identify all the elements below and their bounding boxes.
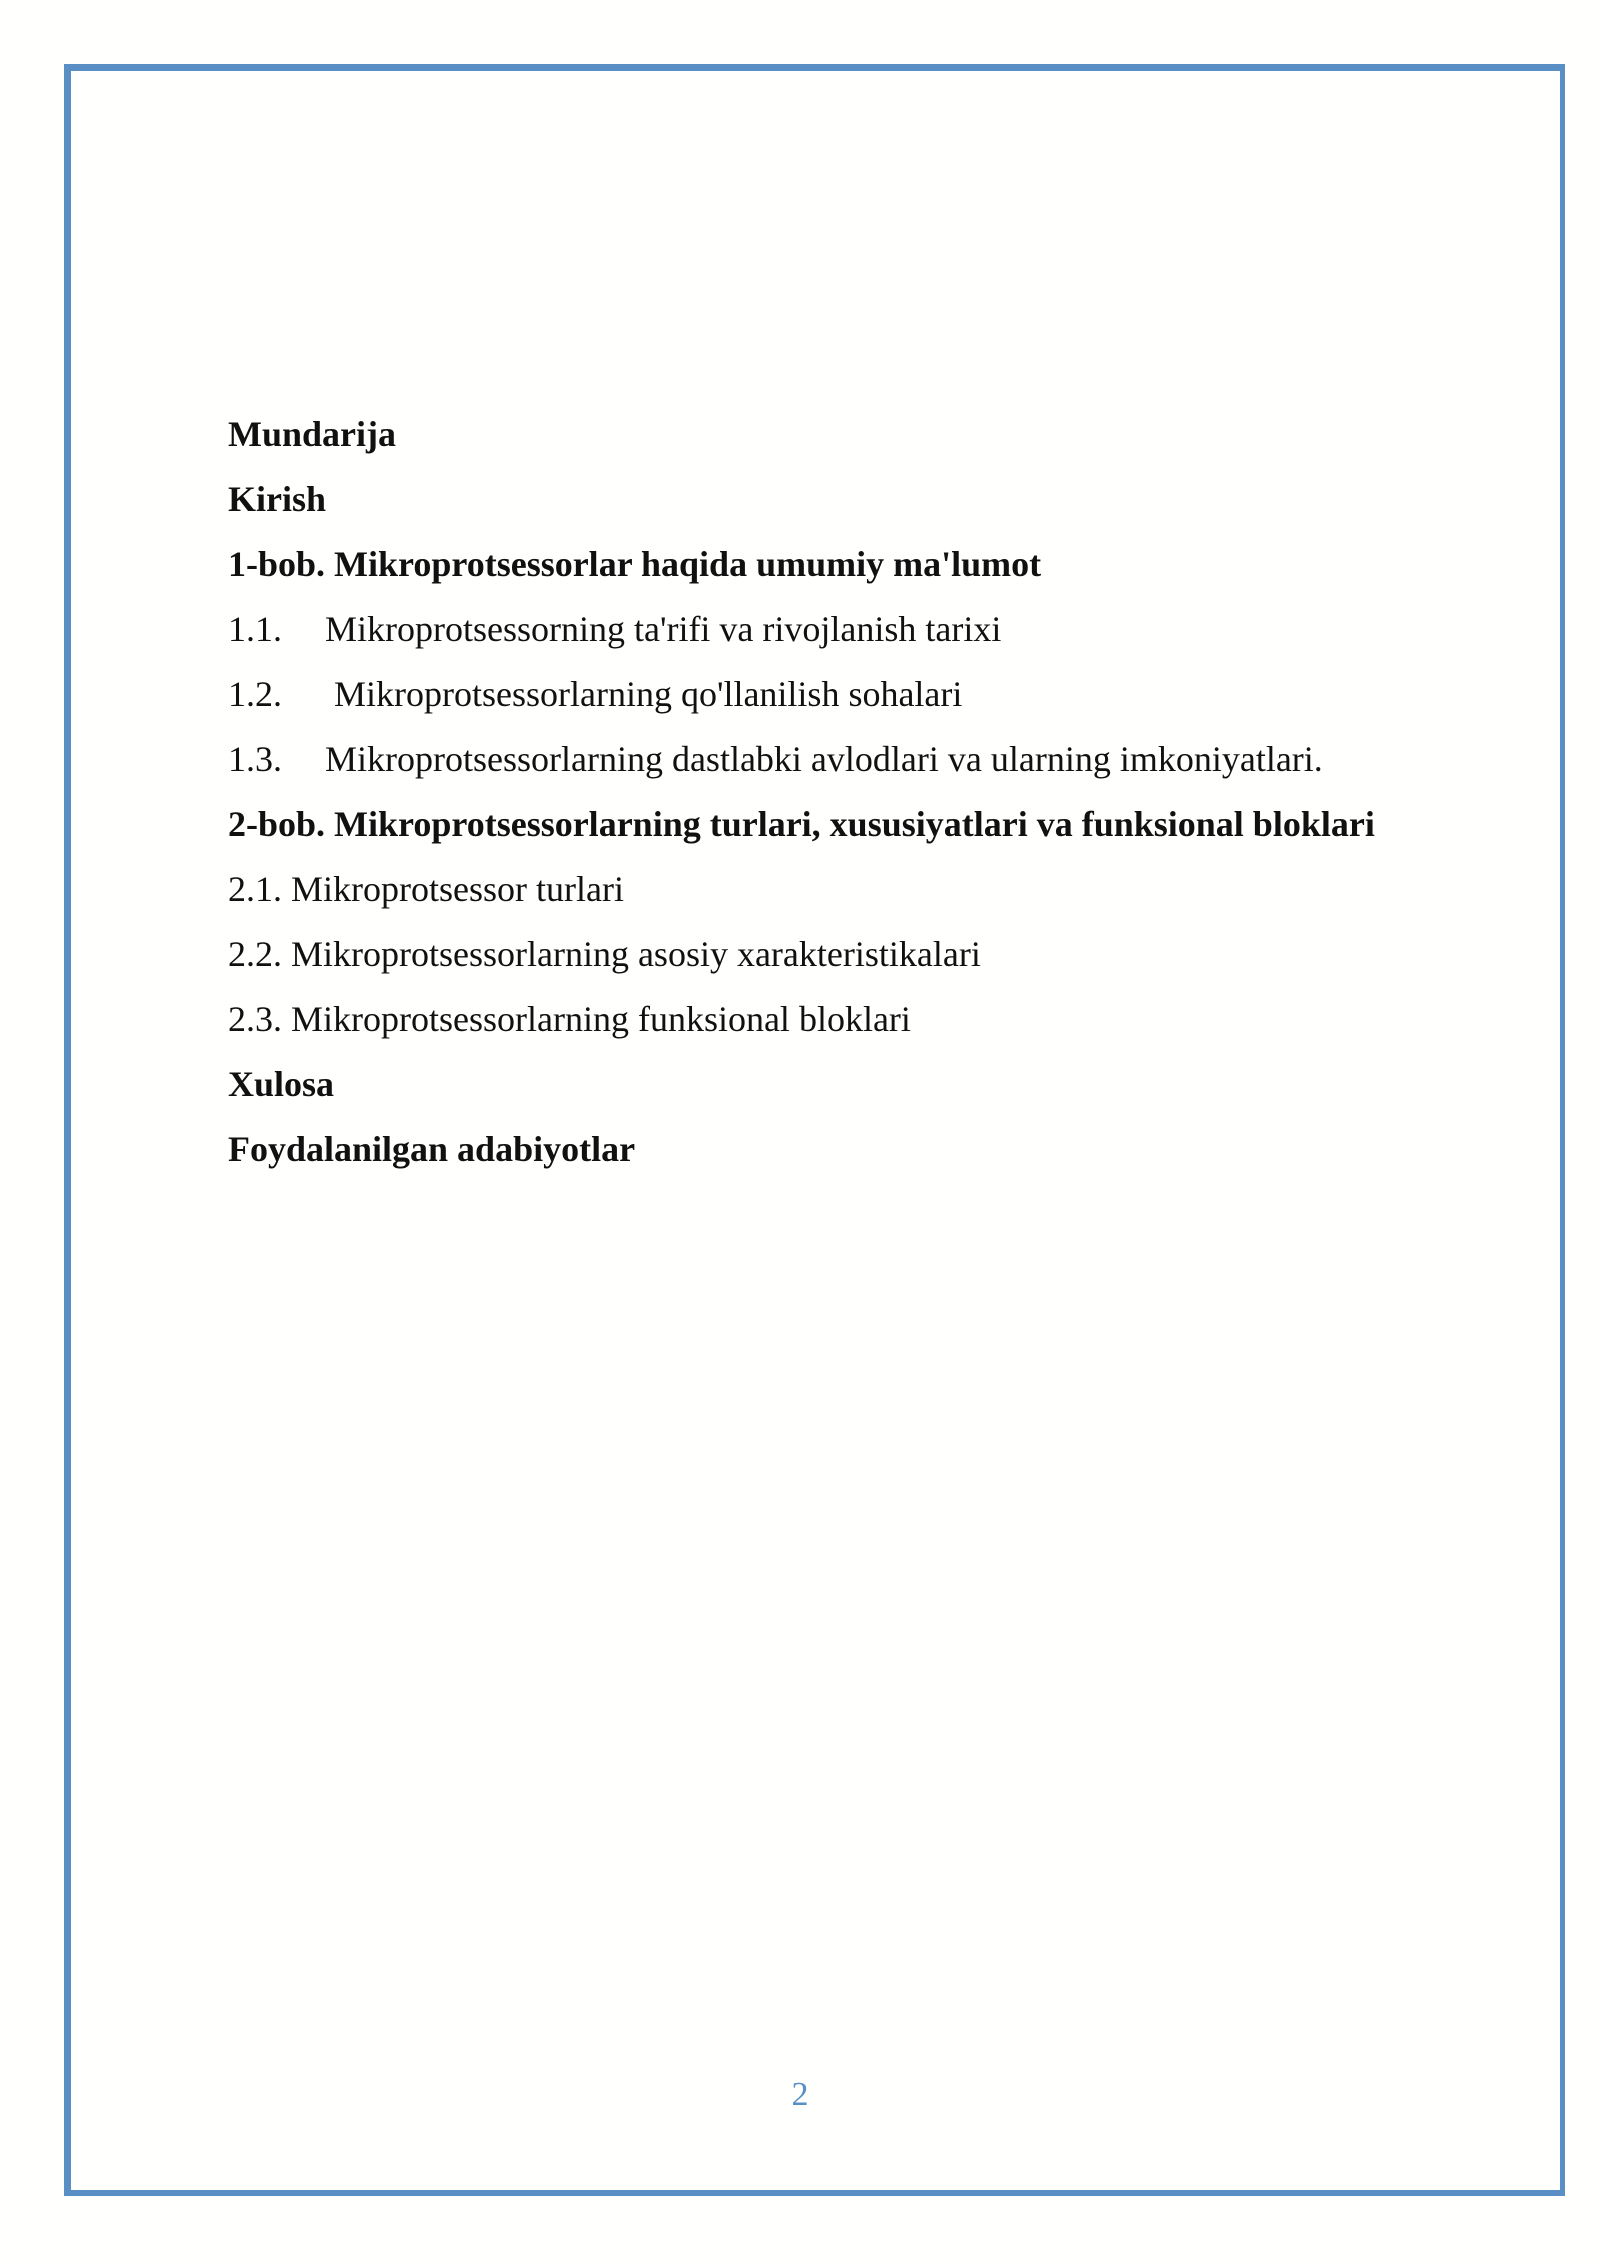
table-of-contents xyxy=(228,410,1528,1190)
page-number: 2 xyxy=(791,2076,809,2113)
section-number: 1.1. xyxy=(228,609,282,649)
section-title: Mikroprotsessorlarning qo'llanilish sohalari xyxy=(334,674,963,714)
toc-section-1-1 xyxy=(228,605,1528,670)
toc-references: Foydalanilgan adabiyotlar xyxy=(228,1129,636,1169)
toc-section-2-3: 2.3. Mikroprotsessorlarning funksional bloklari xyxy=(228,999,911,1039)
section-title: Mikroprotsessorning ta'rifi va rivojlanish tarixi xyxy=(325,609,1002,649)
toc-chapter-2-title: 2-bob. Mikroprotsessorlarning turlari, xususiyatlari va funksional bloklari xyxy=(228,804,1375,844)
section-number: 1.2. xyxy=(228,674,282,714)
section-number: 1.3. xyxy=(228,739,282,779)
toc-title: Mundarija xyxy=(228,414,397,454)
toc-intro: Kirish xyxy=(228,479,327,519)
toc-section-1-3 xyxy=(228,735,1528,800)
section-title: Mikroprotsessorlarning dastlabki avlodlari va ularning imkoniyatlari. xyxy=(325,739,1323,779)
toc-section-1-2 xyxy=(228,670,1528,735)
toc-section-2-1: 2.1. Mikroprotsessor turlari xyxy=(228,869,624,909)
toc-section-2-2: 2.2. Mikroprotsessorlarning asosiy xarakteristikalari xyxy=(228,934,981,974)
toc-chapter-1-title: 1-bob. Mikroprotsessorlar haqida umumiy ma'lumot xyxy=(228,544,1042,584)
toc-conclusion: Xulosa xyxy=(228,1064,335,1104)
